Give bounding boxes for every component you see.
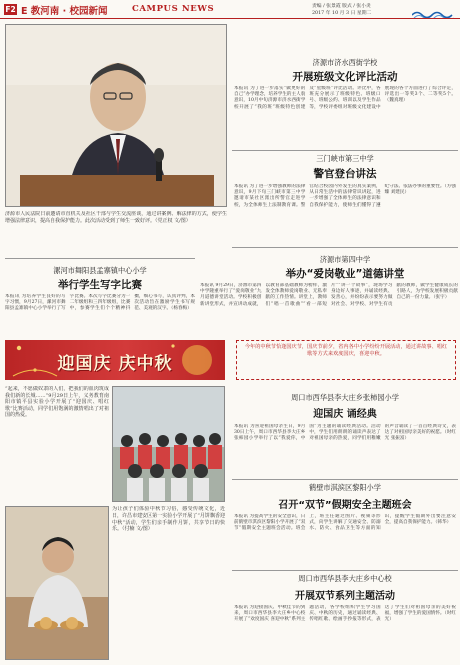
article-4-subtitle: 漯河市舞阳县孟寨镇中心小学	[53, 266, 147, 275]
students-singing-illustration	[113, 387, 225, 502]
article-1-body: 本报讯 为了进一步落实“做更好的自己”办学理念，培养学生的主人翁意识，10月中旬济源市济水西街学校开展了“我的班”班级特色创建及“星级班”评比活动。评比中，各班充分展示了班级特色、班级口号、班级公约、班训以及学生作品等，学校评委组对班级文化建设中展现的各个方面进行了综合评定，评选出一等奖3个、二等奖5个。（魏真理）	[234, 86, 456, 110]
article-1-title: 开展班级文化评比活动	[292, 71, 398, 83]
holiday-banner	[5, 340, 225, 380]
article-5-subtitle: 周口市西华县李大庄乡张柿园小学	[291, 393, 399, 402]
section-title-en: CAMPUS NEWS	[132, 4, 215, 14]
masthead-rule	[0, 18, 460, 19]
article-3-title: 举办“爱岗敬业”道德讲堂	[285, 268, 405, 280]
section-title: E 教河南 · 校园新闻	[21, 6, 108, 17]
article-2-body: 本报讯 为了进一步增强教师的法律意识，9月下旬三门峡市第三中学邀请市某社区派出所警官走进学校，为全体师生上法制教育课。警官结合校园内外发生的真实案例，从日常生活中的法律常识讲起，进一步增强了全体师生的法律意识和自我保护能力，使师生们懂得了遵纪守法、依法办事的重要性。（方强臻 刘建民）	[234, 184, 456, 208]
editor-info: 责编 / 张景霞 版式 / 张小炎	[312, 4, 371, 9]
divider	[232, 570, 458, 571]
article-3-body: 本报讯 9月29日，济源市第四中学隆重举行了“爱岗敬业”九月道德讲堂活动。学校积极创新讲堂形式，并宣讲动成就，以教育部基础教师为榜样，激发全体教师爱岗敬业、无私奉献的工作热情。讲堂上，教师们“唱一首歌曲”“看一部短片”“讲一个故事”，现场学习身边好人事迹，并诵读经典、发善心，并纷纷表示要努力做对社会、对学校、对学生有贡献的教师，做学生健康成长的引路人，为学校发展积极贡献自己的一份力量。（张宇）	[200, 283, 458, 307]
article-7-title: 开展双节系列主题活动	[295, 591, 395, 602]
news-photo-singing	[112, 386, 225, 502]
page-number: F2	[5, 5, 16, 14]
banner-title: 迎国庆 庆中秋	[57, 354, 173, 374]
article-1-subtitle: 济源市济水西街学校	[312, 58, 378, 67]
masthead	[0, 0, 460, 20]
article-7-subtitle: 周口市西华县李大庄乡中心校	[298, 574, 392, 583]
photo-caption: 济源市人民法院日前邀请市直机关及社区干部与学生交流座谈，通过讲案例、解法律的方式，使学生增强法律意识，提高自我保护能力。此次活动受到了师生一致好评。（党正权 文/图）	[5, 211, 227, 224]
article-2-subtitle: 三门峡市第三中学	[316, 154, 374, 163]
article-4-body: 本报讯 为培养学生良好的写字习惯，9月27日，漯河市舞阳县孟寨镇中心小学举行了写字比赛。本次写字比赛分为一二年级组和三四年级组，比赛中，参赛学生们个个精神抖擞，细心书写，认真评判，本次活动旨在激励学生书写规范、美观的汉字。（杨春梅）	[5, 294, 195, 312]
news-photo-mooncake	[5, 506, 109, 660]
divider	[232, 479, 458, 480]
article-6-subtitle: 鹤壁市淇滨区黎阳小学	[309, 483, 381, 492]
article-3-subtitle: 济源市第四中学	[319, 255, 371, 264]
divider	[232, 150, 458, 151]
article-4-title: 举行学生写字比赛	[58, 279, 142, 291]
article-6-body: 本报讯 为提高学生的安全意识，日前鹤壁市淇滨区黎阳小学开展了“双节”假期安全主题班会活动。班会上，班主任通过图片、视频等形式，向学生讲解了交通安全、防溺水、防火、食品卫生等方面的知识，提醒学生假期外出要注意安全，提高自我保护能力。（韩华）	[234, 514, 456, 532]
divider	[5, 258, 195, 259]
divider	[232, 247, 458, 248]
article-5-title: 迎国庆 诵经典	[313, 409, 377, 420]
article-5-body: 本报讯 为喜迎祖国母亲生日，9月30日上午，周口市西华县李大庄乡张柿园小学举行了以“我爱你，中国”为主题的诵读经典活动。活动中，学生们用朗朗的诵读声表达了对祖国母亲的热爱，同学们用稚嫩的声音诵读了一首首经典诗文，表达了对祖国母亲美好的祝愿。（时红光 张振富）	[234, 424, 456, 442]
mooncake-making-illustration	[6, 507, 109, 660]
banner-notice: 今年的中秋节恰逢国庆节，国庆节前夕，省内各中小学纷纷开展活动，通过讲故事、唱红歌等方式来欢度国庆，喜迎中秋。	[236, 340, 456, 380]
man-at-podium-illustration	[6, 25, 227, 207]
article-7-body: 本报讯 为迎接国庆、中秋佳节的到来，周口市西华县李大庄乡中心校开展了“欢度国庆 喜迎中秋”系列主题活动，各学校组织学生学习国庆、中秋的历史，通过诵读经典、传唱红歌、绘画手抄报等形式，表达了学生们对祖国母亲的美好祝福，增强了学生的爱国情怀。（时红光）	[234, 605, 456, 623]
mooncake-text: 为让孩子们体验中秋节习俗，感受传统文化，近日，许昌市建安区第一实验小学开展了“月饼飘香迎中秋”活动，学生们亲手制作月饼，共享节日的快乐。（付楠 文/图）	[112, 506, 225, 533]
issue-date: 2017 年 10 月 3 日 星期二	[312, 11, 372, 16]
news-photo-court-visit	[5, 24, 227, 207]
wave-decoration	[412, 4, 456, 14]
article-6-title: 召开“双节”假期安全主题班会	[278, 500, 412, 511]
article-2-title: 警官登台讲法	[313, 168, 377, 180]
red-song-text: “起来，不愿做奴隶的人们，把我们的血肉筑成我们新的长城……”9月29日上午，义务教育南阳市镇平县实验小学开展了“迎国庆、唱红歌”比赛活动，同学们用饱满的激情唱出了对祖国的热爱。	[5, 386, 109, 419]
